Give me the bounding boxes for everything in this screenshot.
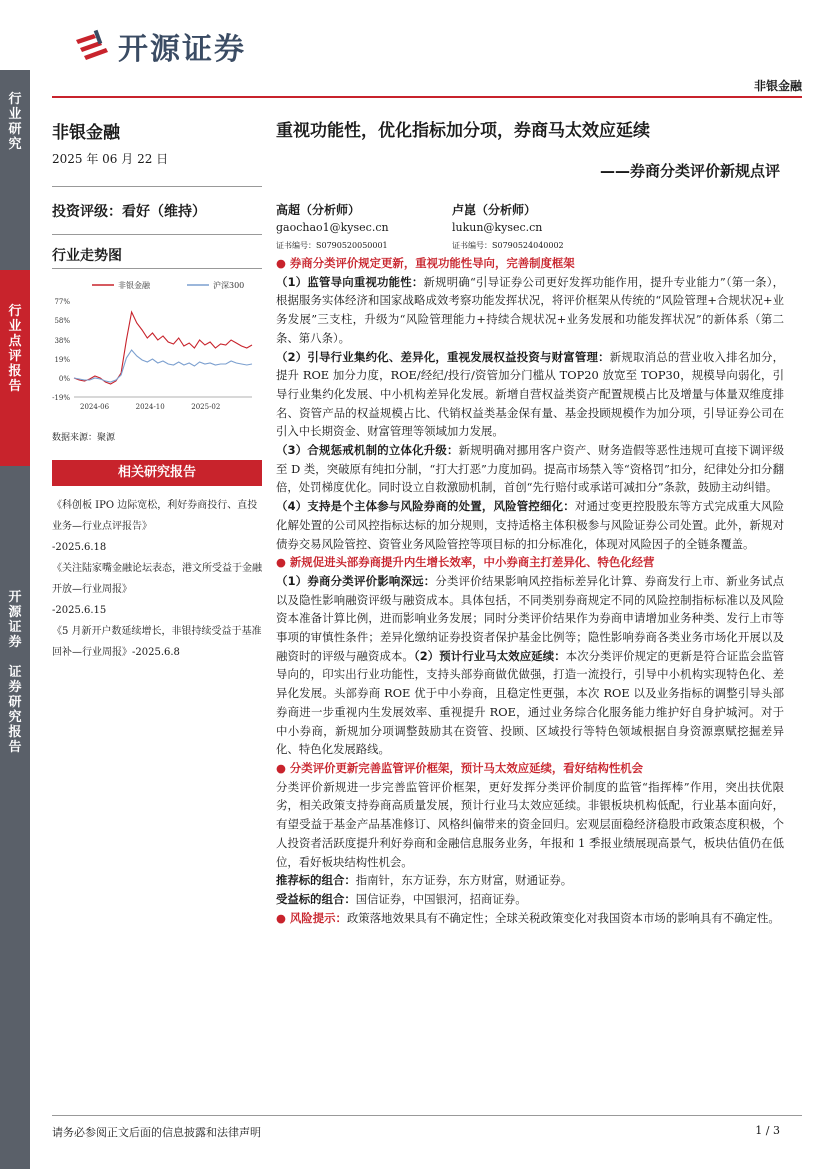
legend-label: 沪深300 bbox=[213, 281, 245, 290]
y-tick-label: 0% bbox=[58, 375, 70, 383]
brand-name: 开源证券 bbox=[118, 32, 246, 67]
bullet-icon: ● bbox=[276, 910, 290, 925]
body-paragraph: （1）监管导向重视功能性：新规明确“引导证券公司更好发挥功能作用，提升专业能力”（第一条），根据服务实体经济和国家战略成效考察功能发挥状况，将评价框架从传统的“风险管理+合规状况+业务发展”三支柱，升级为“风险管理能力+持续合规状况+业务发展和功能发挥状况”的新体系（第二条、第八条）。 bbox=[276, 274, 784, 345]
x-tick-label: 2025-02 bbox=[191, 403, 221, 411]
beneficiary-stocks: 受益标的组合：国信证券，中国银河，招商证券。 bbox=[276, 891, 527, 906]
related-reports-header: 相关研究报告 bbox=[52, 460, 262, 486]
kysec-logo-icon bbox=[72, 26, 112, 66]
industry-trend-chart bbox=[52, 275, 262, 415]
y-tick-label: 19% bbox=[54, 356, 70, 364]
report-title: 重视功能性，优化指标加分项，券商马太效应延续 bbox=[276, 121, 650, 141]
body-paragraph: （3）合规惩戒机制的立体化升级：新规明确对挪用客户资产、财务造假等恶性违规可直接下调评级至 D 类，突破原有纯扣分制，“打大打恶”力度加码。提高市场禁入等“资格罚”扣分，纪律处分扣分翻倍，处罚梯度优化。同时设立自救激励机制，首创“先行赔付或承诺可减扣分”条款，鼓励主动纠错。 bbox=[276, 443, 784, 495]
analyst-card bbox=[452, 201, 564, 255]
side-tab-brand bbox=[0, 466, 30, 1169]
trend-chart-title: 行业走势图 bbox=[52, 248, 122, 264]
sector-title: 非银金融 bbox=[52, 123, 120, 143]
bullet-icon: ● bbox=[276, 760, 290, 775]
analyst-email[interactable]: lukun@kysec.cn bbox=[452, 221, 543, 234]
section-heading: ● 新规促进头部券商提升内生增长效率，中小券商主打差异化、特色化经营 bbox=[276, 555, 655, 570]
risk-warning: ● 风险提示：政策落地效果具有不确定性；全球关税政策变化对我国资本市场的影响具有不确定性。 bbox=[276, 910, 780, 925]
legend-label: 非银金融 bbox=[118, 281, 150, 290]
related-report-date: -2025.6.18 bbox=[52, 542, 107, 553]
footer-disclaimer[interactable]: 请务必参阅正文后面的信息披露和法律声明 bbox=[52, 1126, 261, 1139]
body-paragraph: 分类评价新规进一步完善监管评价框架，更好发挥分类评价制度的监管“指挥棒”作用，突出扶优限劣，相关政策支持券商高质量发展，预计行业马太效应延续。非银板块机构低配，行业基本面向好，有望受益于基金产品基准修订、风格纠偏带来的资金回归。宏观层面稳经济稳股市政策态度积极，个人投资者活跃度提升利好券商和金融信息服务业务，年报和 1 季报业绩展现高景气，板块估值仍在低位，看好板块结构性机会。 bbox=[276, 779, 784, 869]
bullet-icon: ● bbox=[276, 555, 290, 570]
trend-chart-svg bbox=[52, 275, 262, 415]
side-tab-research bbox=[0, 70, 30, 270]
body-paragraph: （1）券商分类评价影响深远：分类评价结果影响风控指标差异化计算、券商发行上市、新业务试点以及隐性影响融资评级与融资成本。具体包括，不同类别券商规定不同的风险控制指标标准以及风险资本准备计算比例，进而影响业务发展；同时分类评价结果作为券商申请增加业务种类、发行上市等事项的审慎性条件；差异化缴纳证券投资者保护基金比例等；隐性影响券商各类业务市场化开展以及融资时的评级与融资成本。（2）预计行业马太效应延续：本次分类评价规定的更新是符合证监会监管导向的，印实出行业功能性，支持头部券商做优做强，打造一流投行，引导中小机构实现特色化、差异化发展。头部券商 ROE 优于中小券商，且稳定性更强，本次 ROE 以及业务指标的调整引导头部券商进一步重视内生发展效率、重视提升 ROE，通过业务综合化服务能力维护好自身护城河。对于中小券商，新规加分项调整鼓励其在资管、投顾、区域投行等特色领域根据自身资源禀赋挖掘差异化、特色化发展路线。 bbox=[276, 573, 784, 757]
related-report-date: -2025.6.15 bbox=[52, 605, 107, 616]
report-date: 2025 年 06 月 22 日 bbox=[52, 152, 169, 166]
bullet-icon: ● bbox=[276, 256, 290, 270]
series-line bbox=[74, 350, 252, 382]
recommended-stocks: 推荐标的组合：指南针，东方证券，东方财富，财通证券。 bbox=[276, 873, 573, 888]
analyst-name: 高超（分析师） bbox=[276, 203, 361, 217]
related-report-item[interactable]: 《科创板 IPO 边际宽松，利好券商投行、直投业务—行业点评报告》 bbox=[52, 500, 258, 532]
related-report-item[interactable]: 《关注陆家嘴金融论坛表态，港文所受益于金融开放—行业周报》 bbox=[52, 563, 262, 595]
y-tick-label: -19% bbox=[52, 394, 70, 402]
divider bbox=[52, 268, 262, 269]
series-line bbox=[74, 312, 252, 384]
related-reports-list bbox=[52, 495, 262, 663]
divider bbox=[52, 186, 262, 187]
x-tick-label: 2024-10 bbox=[135, 403, 165, 411]
analyst-cert: 证书编号：S0790520050001 bbox=[276, 241, 388, 250]
related-report-item[interactable]: 《5 月新开户数延续增长，非银持续受益于基准回补—行业周报》-2025.6.8 bbox=[52, 626, 262, 658]
analyst-email[interactable]: gaochao1@kysec.cn bbox=[276, 221, 389, 234]
divider bbox=[52, 234, 262, 235]
side-tab-report-type bbox=[0, 270, 30, 466]
side-tab-label: 行 业 研 究 bbox=[8, 92, 22, 152]
y-tick-label: 38% bbox=[54, 337, 70, 345]
header-category: 非银金融 bbox=[753, 79, 802, 93]
chart-source: 数据来源：聚源 bbox=[52, 433, 116, 443]
report-subtitle: ——券商分类评价新规点评 bbox=[599, 162, 780, 180]
report-body bbox=[276, 254, 784, 927]
page-number: 1 / 3 bbox=[755, 1124, 780, 1137]
body-paragraph: （2）引导行业集约化、差异化，重视发展权益投资与财富管理：新规取消总的营业收入排名加分，提升 ROE 加分力度，ROE/经纪/投行/资管加分门槛从 TOP20 放宽至 TOP30，规模导向弱化，引导行业集约化发展、中小机构差异化发展。新增自营权益类资产配置规模占比及增量与体量双维度排名、资管产品的权益规模占比、代销权益类基金保有量、基金投顾规模作为加分项，引导证券公司在引入中长期资金、财富管理等领域加力发展。 bbox=[276, 349, 784, 439]
footer-divider bbox=[52, 1115, 802, 1116]
header-divider bbox=[52, 96, 802, 98]
body-paragraph: （4）支持是个主体参与风险券商的处置，风险管控细化：对通过变更控股股东等方式完成重大风险化解处置的公司风控指标达标的加分规则，支持适格主体积极参与风险证券公司处置。此外，新规对债券交易风险管控、资管业务风险管控等项目标的扣分标准化，体现对风险因子的全链条覆盖。 bbox=[276, 499, 784, 551]
x-tick-label: 2024-06 bbox=[80, 403, 110, 411]
y-tick-label: 58% bbox=[54, 317, 70, 325]
brand-logo bbox=[72, 24, 246, 68]
analyst-card bbox=[276, 201, 389, 255]
section-heading: ● 分类评价更新完善监管评价框架，预计马太效应延续，看好结构性机会 bbox=[276, 760, 644, 775]
investment-rating: 投资评级：看好（维持） bbox=[52, 204, 206, 220]
analyst-name: 卢崑（分析师） bbox=[452, 203, 537, 217]
section-heading: ● 券商分类评价规定更新，重视功能性导向，完善制度框架 bbox=[276, 256, 575, 270]
analyst-cert: 证书编号：S0790524040002 bbox=[452, 241, 564, 250]
side-tab-label: 开 源 证 券 证 券 研 究 报 告 bbox=[8, 590, 22, 755]
side-tab-label: 行 业 点 评 报 告 bbox=[8, 304, 22, 394]
y-tick-label: 77% bbox=[54, 298, 70, 306]
